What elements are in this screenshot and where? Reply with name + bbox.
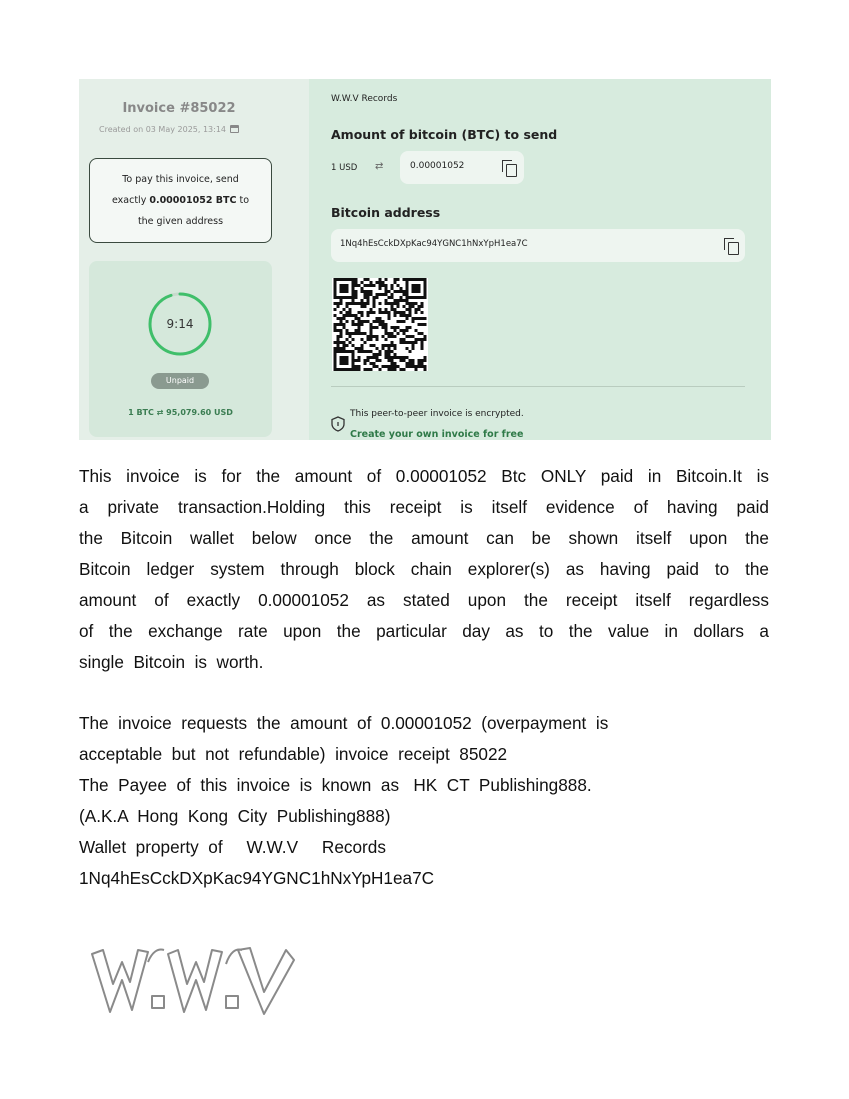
calendar-icon	[230, 125, 239, 133]
exchange-rate: 1 BTC ⇄ 95,079.60 USD	[128, 408, 233, 417]
amount-field[interactable]	[400, 151, 524, 184]
signature-logo	[86, 940, 301, 1025]
invoice-screenshot	[79, 79, 771, 440]
paragraph-line: the Bitcoin wallet below once the amount can be shown itself upon the	[79, 528, 769, 548]
currency-label: 1 USD	[331, 163, 358, 173]
instruction-line: To pay this invoice, send	[122, 174, 239, 185]
paragraph-line: The Payee of this invoice is known as HK CT Publishing888.	[79, 775, 592, 795]
qr-finder-center	[412, 284, 421, 293]
payment-details	[309, 79, 771, 440]
instruction-line: the given address	[137, 216, 224, 227]
create-invoice-link[interactable]: Create your own invoice for free	[350, 429, 524, 440]
status-badge: Unpaid	[151, 373, 209, 389]
shield-icon	[331, 416, 345, 432]
qr-finder-center	[340, 284, 349, 293]
address-heading: Bitcoin address	[331, 205, 441, 220]
paragraph-line: This invoice is for the amount of 0.00001052 Btc ONLY paid in Bitcoin.It is	[79, 466, 769, 486]
paragraph-line: of the exchange rate upon the particular day as to the value in dollars a	[79, 621, 769, 641]
paragraph-line: (A.K.A Hong Kong City Publishing888)	[79, 806, 391, 826]
qr-finder-center	[340, 356, 349, 365]
encrypted-note: This peer-to-peer invoice is encrypted.	[350, 409, 524, 419]
paragraph-line: 1Nq4hEsCckDXpKac94YGNC1hNxYpH1ea7C	[79, 868, 435, 888]
paragraph-line: Wallet property of W.W.V Records	[79, 837, 386, 857]
paragraph-line: Bitcoin ledger system through block chain explorer(s) as having paid to the	[79, 559, 769, 579]
amount-heading: Amount of bitcoin (BTC) to send	[331, 127, 558, 142]
merchant-name: W.W.V Records	[331, 94, 398, 104]
paragraph-line: a private transaction.Holding this receipt is itself evidence of having paid	[79, 497, 769, 517]
paragraph-line: The invoice requests the amount of 0.00001052 (overpayment is	[79, 713, 609, 733]
countdown-timer: 9:14	[166, 317, 194, 331]
instruction-amount: 0.00001052 BTC	[149, 195, 237, 206]
payment-instruction	[89, 158, 272, 243]
created-date	[99, 125, 239, 134]
divider	[331, 386, 745, 387]
instruction-line: exactly 0.00001052 BTC to	[111, 195, 250, 206]
invoice-summary-card	[79, 79, 309, 440]
copy-icon[interactable]	[506, 164, 517, 177]
paragraph-line: acceptable but not refundable) invoice receipt 85022	[79, 744, 508, 764]
invoice-title: Invoice #85022	[122, 101, 236, 116]
paragraph-line: single Bitcoin is worth.	[79, 652, 264, 672]
timer-card	[89, 261, 272, 437]
copy-icon[interactable]	[728, 242, 739, 255]
swap-icon[interactable]: ⇄	[375, 161, 384, 172]
created-date-text: Created on 03 May 2025, 13:14	[99, 125, 227, 134]
qr-code	[332, 278, 428, 371]
paragraph-line: amount of exactly 0.00001052 as stated upon the receipt itself regardless	[79, 590, 769, 610]
address-field[interactable]	[331, 229, 745, 262]
amount-value: 0.00001052	[410, 161, 465, 171]
address-value: 1Nq4hEsCckDXpKac94YGNC1hNxYpH1ea7C	[340, 239, 528, 249]
